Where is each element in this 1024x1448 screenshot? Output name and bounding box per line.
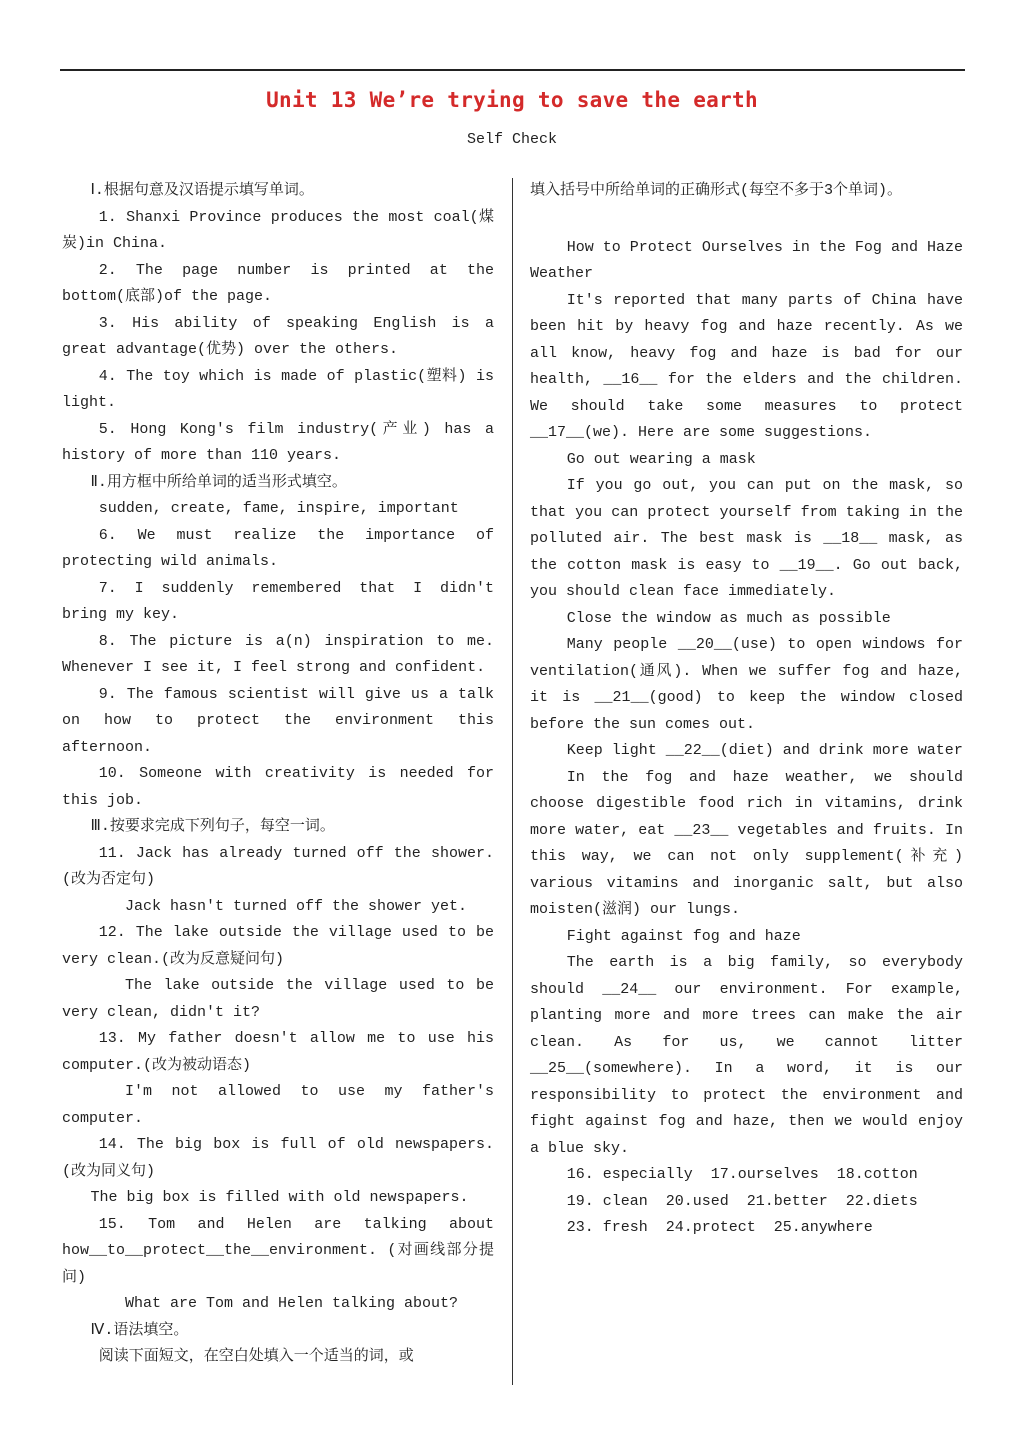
- word-list: sudden, create, fame, inspire, important: [98, 500, 459, 517]
- passage-subheading-1: Go out wearing a mask: [566, 450, 756, 468]
- passage-subheading-2: Close the window as much as possible: [566, 609, 891, 627]
- answer-key-row-2: 19. clean 20.used 21.better 22.diets: [566, 1192, 918, 1210]
- question-13: 13. My father doesn't allow me to use his computer.(改为被动语态): [62, 1030, 494, 1074]
- instruction-continued: 填入括号中所给单词的正确形式(每空不多于3个单词)。: [530, 182, 903, 199]
- section-3-heading: Ⅲ.按要求完成下列句子，每空一词。: [90, 818, 335, 835]
- passage-subheading-3: Keep light __22__(diet) and drink more water: [566, 742, 963, 759]
- question-15: 15. Tom and Helen are talking about how__to__protect__the__environment. (对画线部分提问): [62, 1215, 494, 1286]
- answer-11: Jack hasn't turned off the shower yet.: [125, 897, 468, 915]
- spacer: [530, 205, 963, 235]
- question-6: 6. We must realize the importance of protecting wild animals.: [62, 526, 494, 570]
- right-column: [530, 178, 963, 1242]
- question-4: 4. The toy which is made of plastic(塑料) is light.: [62, 367, 494, 411]
- question-12: 12. The lake outside the village used to be very clean.(改为反意疑问句): [62, 924, 494, 968]
- answer-12: The lake outside the village used to be very clean, didn't it?: [62, 977, 494, 1021]
- answer-15: What are Tom and Helen talking about?: [125, 1295, 459, 1312]
- answer-key-row-3: 23. fresh 24.protect 25.anywhere: [566, 1219, 873, 1236]
- passage-paragraph-2: If you go out, you can put on the mask, so that you can protect yourself from taking in the polluted air. The best mask is __18__ mask, as the cotton mask is easy to __19__. Go out back, you should clean face immediately.: [530, 477, 963, 600]
- question-14: 14. The big box is full of old newspapers.(改为同义句): [62, 1136, 494, 1180]
- answer-14: The big box is filled with old newspapers.: [90, 1189, 469, 1206]
- passage-paragraph-3: Many people __20__(use) to open windows for ventilation(通风). When we suffer fog and haze, it is __21__(good) to keep the window closed before the sun comes out.: [530, 636, 963, 733]
- passage-paragraph-1: It's reported that many parts of China have been hit by heavy fog and haze recently. As we all know, heavy fog and haze is bad for our health, __16__ for the elders and the children. We should take some measures to protect __17__(we). Here are some suggestions.: [530, 291, 963, 441]
- page-subtitle: Self Check: [466, 131, 557, 148]
- passage-title: How to Protect Ourselves in the Fog and Haze Weather: [530, 238, 963, 282]
- question-3: 3. His ability of speaking English is a great advantage(优势) over the others.: [62, 314, 494, 358]
- question-9: 9. The famous scientist will give us a talk on how to protect the environment this afternoon.: [62, 685, 494, 756]
- question-5: 5. Hong Kong's film industry(产业) has a history of more than 110 years.: [62, 420, 494, 464]
- question-8: 8. The picture is a(n) inspiration to me. Whenever I see it, I feel strong and confident.: [62, 632, 494, 676]
- section-1-heading: Ⅰ.根据句意及汉语提示填写单词。: [90, 182, 314, 199]
- question-11: 11. Jack has already turned off the shower.(改为否定句): [62, 844, 494, 888]
- page-title: Unit 13 We’re trying to save the earth: [266, 88, 758, 112]
- passage-subheading-4: Fight against fog and haze: [566, 927, 801, 945]
- answer-key-row-1: 16. especially 17.ourselves 18.cotton: [566, 1166, 918, 1183]
- column-divider: [512, 178, 513, 1385]
- left-column: [62, 178, 494, 1371]
- passage-paragraph-4: In the fog and haze weather, we should choose digestible food rich in vitamins, drink more water, eat __23__ vegetables and fruits. In this way, we can not only supplement(补充) various vitamins and inorganic salt, but also moisten(滋润) our lungs.: [530, 768, 963, 918]
- question-10: 10. Someone with creativity is needed for this job.: [62, 765, 494, 809]
- section-4-heading: Ⅳ.语法填空。: [90, 1321, 189, 1339]
- answer-13: I'm not allowed to use my father's computer.: [62, 1083, 494, 1127]
- top-rule: [60, 69, 965, 71]
- question-1: 1. Shanxi Province produces the most coal(煤炭)in China.: [62, 208, 494, 252]
- question-2: 2. The page number is printed at the bottom(底部)of the page.: [62, 261, 494, 305]
- question-7: 7. I suddenly remembered that I didn't bring my key.: [62, 579, 494, 623]
- passage-paragraph-5: The earth is a big family, so everybody should __24__ our environment. For example, planting more and more trees can make the air clean. As for us, we cannot litter __25__(somewhere). In a word, it is our responsibility to protect the environment and fight against fog and haze, then we would enjoy a blue sky.: [530, 954, 963, 1157]
- section-2-heading: Ⅱ.用方框中所给单词的适当形式填空。: [90, 473, 347, 491]
- section-4-instruction: 阅读下面短文，在空白处填入一个适当的词，或: [98, 1348, 414, 1365]
